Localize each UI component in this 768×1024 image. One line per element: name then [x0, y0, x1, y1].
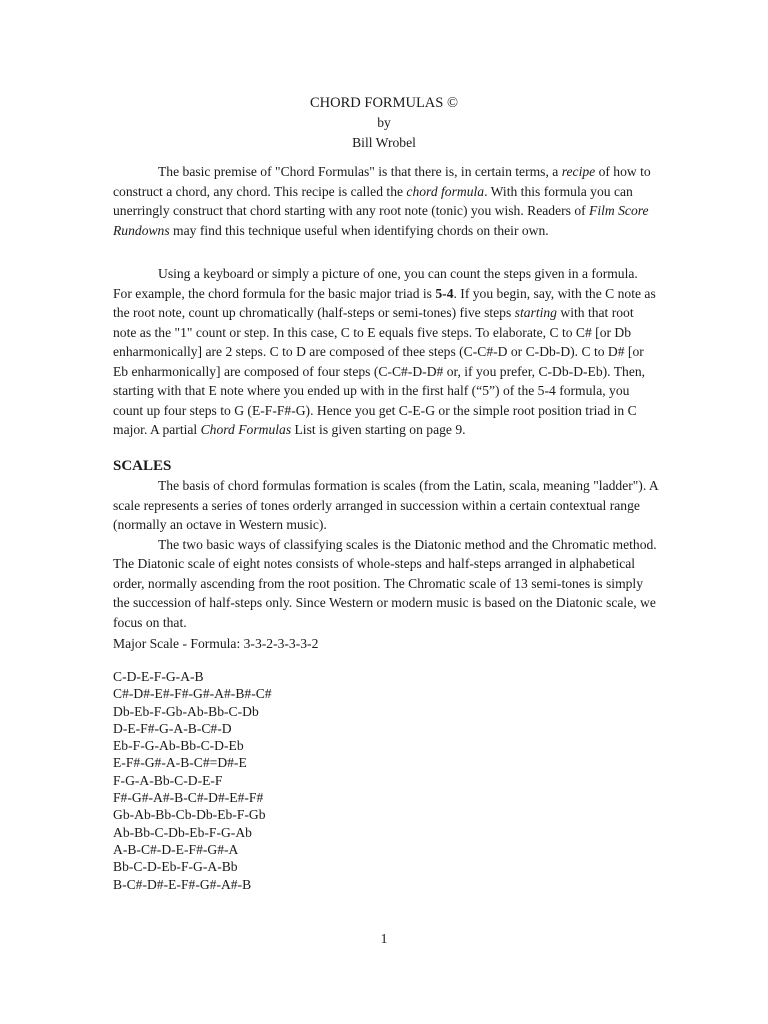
italic-chord-formulas: Chord Formulas [200, 422, 292, 437]
list-item: Gb-Ab-Bb-Cb-Db-Eb-F-Gb [113, 807, 266, 823]
bold-formula: 5-4 [435, 285, 454, 301]
italic-starting: starting [514, 305, 557, 320]
list-item: Ab-Bb-C-Db-Eb-F-G-Ab [113, 824, 252, 840]
byline-by: by [377, 115, 391, 130]
italic-recipe: recipe [561, 164, 596, 179]
list-item: F#-G#-A#-B-C#-D#-E#-F# [113, 790, 264, 806]
intro-paragraph-2 [113, 264, 658, 440]
major-scale-list-block [113, 668, 658, 893]
major-scale-list [113, 668, 658, 893]
text-run: . With this formula you can unerringly construct that chord starting with any root note (tonic) you wish. Readers of [113, 183, 633, 218]
title-block [0, 93, 768, 153]
scales-paragraph-2: The two basic ways of classifying scales is the Diatonic method and the Chromatic method. The Diatonic scale of eight notes consists of whole-steps and half-steps arranged in alphabetical order, normally ascending from the root position. The Chromatic scale of 13 semi-tones is simply the succession of half-steps only. Since Western or modern music is based on the Diatonic scale, we focus on that. [113, 536, 657, 630]
list-item: C#-D#-E#-F#-G#-A#-B#-C# [113, 686, 272, 702]
text-run: may find this technique useful when identifying chords on their own. [169, 222, 549, 238]
intro-paragraph-1 [113, 162, 658, 240]
list-item: A-B-C#-D-E-F#-G#-A [113, 841, 239, 857]
list-item: B-C#-D#-E-F#-G#-A#-B [113, 876, 252, 892]
list-item: Bb-C-D-Eb-F-G-A-Bb [113, 859, 238, 875]
text-run: The basic premise of "Chord Formulas" is that there is, in certain terms, a [158, 164, 562, 179]
list-item: C-D-E-F-G-A-B [113, 669, 204, 684]
text-run: of how to construct a chord, any chord. This recipe is called the [113, 164, 651, 199]
major-scale-formula-text: Major Scale - Formula: 3-3-2-3-3-3-2 [113, 636, 319, 651]
list-item: F-G-A-Bb-C-D-E-F [113, 772, 223, 788]
list-item: Eb-F-G-Ab-Bb-C-D-Eb [113, 738, 244, 754]
section-heading-scales: SCALES [113, 458, 172, 474]
text-run: Using a keyboard or simply a picture of one, you can count the steps given in a formula. For example, the chord formula for the basic major triad is [113, 266, 638, 301]
list-item: Db-Eb-F-Gb-Ab-Bb-C-Db [113, 703, 259, 719]
list-item: D-E-F#-G-A-B-C#-D [113, 720, 232, 736]
author-name: Bill Wrobel [352, 135, 416, 150]
page-number: 1 [380, 931, 388, 946]
scales-section [113, 457, 658, 632]
scales-paragraph-1: The basis of chord formulas formation is scales (from the Latin, scala, meaning "ladder"). A scale represents a series of tones orderly arranged in succession within a certain contextual range (normally an octave in Western music). [113, 478, 658, 532]
italic-chord-formula: chord formula [406, 183, 485, 199]
document-title: CHORD FORMULAS © [310, 95, 458, 111]
text-run: List is given starting on page 9. [291, 422, 466, 437]
major-scale-formula [113, 634, 658, 654]
text-run: . If you begin, say, with the C note as the root note, count up chromatically (half-steps or semi-tones) five steps [113, 285, 656, 320]
list-item: E-F#-G#-A-B-C#=D#-E [113, 755, 247, 771]
text-run: with that root note as the "1" count or step. In this case, C to E equals five steps. To elaborate, C to C# [or Db enharmonically] are 2 steps. C to D are composed of thee steps (C-C#-D or C-Db-D). C to D# [or Eb enharmonically] are composed of four steps (C-C#-D-D# or, if you prefer, C-Db-D-Eb). Then, starting with that E note where you ended up with in the first half (“5”) of the 5-4 formula, you count up four steps to G (E-F-F#-G). Hence you get C-E-G or the simple root position triad in C major. A partial [113, 305, 646, 437]
italic-film-score-rundowns: Film Score Rundowns [113, 203, 649, 238]
